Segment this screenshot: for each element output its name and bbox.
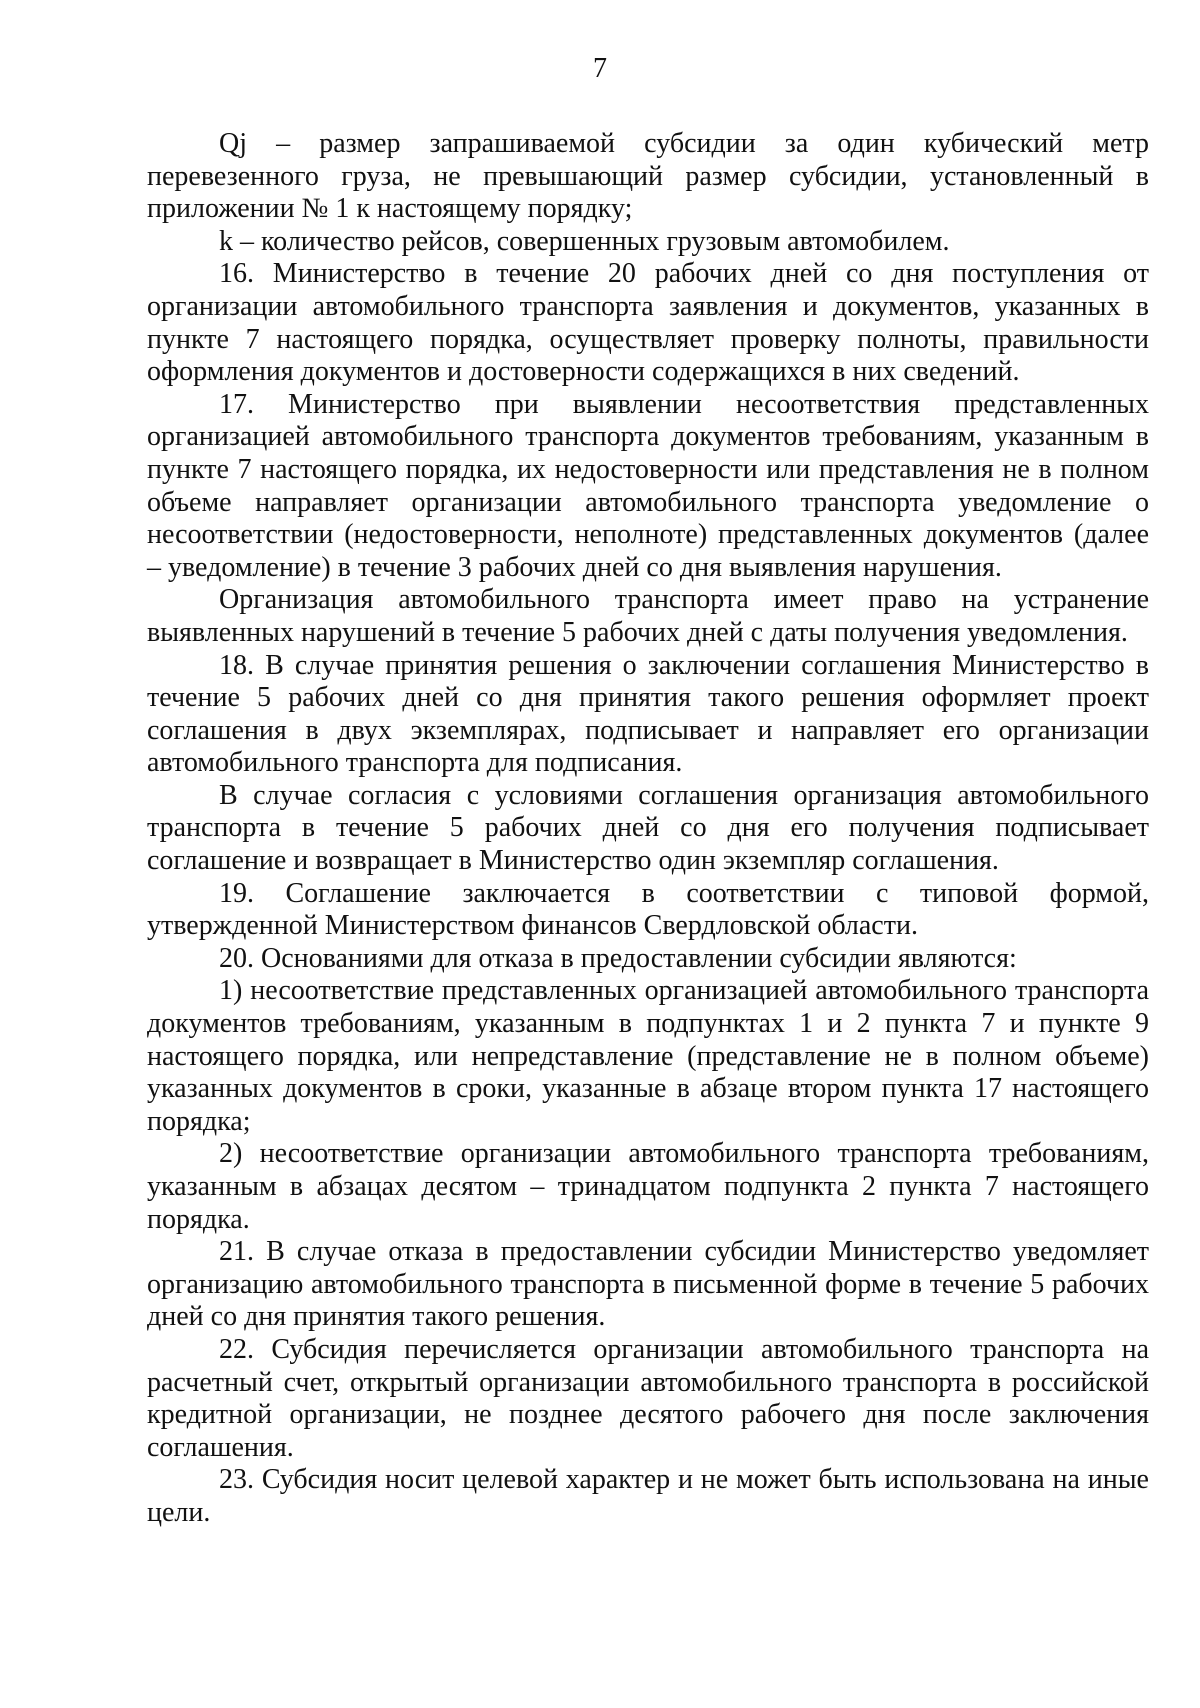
paragraph-clause-20-item-1: 1) несоответствие представленных организацией автомобильного транспорта документов требованиям, указанным в подпунктах 1 и 2 пункта 7 и пункте 9 настоящего порядка, или непредставление (представление не в полном объеме) указанных документов в сроки, указанные в абзаце втором пункта 17 настоящего порядка; [147,975,1149,1137]
document-body [147,128,1149,1530]
paragraph-clause-21: 21. В случае отказа в предоставлении субсидии Министерство уведомляет организацию автомобильного транспорта в письменной форме в течение 5 рабочих дней со дня принятия такого решения. [147,1236,1149,1333]
paragraph-clause-18: 18. В случае принятия решения о заключении соглашения Министерство в течение 5 рабочих дней со дня принятия такого решения оформляет проект соглашения в двух экземплярах, подписывает и направляет его организации автомобильного транспорта для подписания. [147,649,1149,779]
paragraph-clause-22: 22. Субсидия перечисляется организации автомобильного транспорта на расчетный счет, открытый организации автомобильного транспорта в российской кредитной организации, не позднее десятого рабочего дня после заключения соглашения. [147,1333,1149,1463]
paragraph-qj-definition: Qj – размер запрашиваемой субсидии за один кубический метр перевезенного груза, не превышающий размер субсидии, установленный в приложении № 1 к настоящему порядку; [147,128,1149,225]
paragraph-clause-18-consent: В случае согласия с условиями соглашения организация автомобильного транспорта в течение 5 рабочих дней со дня его получения подписывает соглашение и возвращает в Министерство один экземпляр соглашения. [147,779,1149,877]
paragraph-clause-17: 17. Министерство при выявлении несоответствия представленных организацией автомобильного транспорта документов требованиям, указанным в пункте 7 настоящего порядка, их недостоверности или представления не в полном объеме направляет организации автомобильного транспорта уведомление о несоответствии (недостоверности, неполноте) представленных документов (далее – уведомление) в течение 3 рабочих дней со дня выявления нарушения. [147,388,1149,583]
paragraph-clause-20-item-2: 2) несоответствие организации автомобильного транспорта требованиям, указанным в абзацах десятом – тринадцатом подпункта 2 пункта 7 настоящего порядка. [147,1138,1149,1235]
paragraph-clause-16: 16. Министерство в течение 20 рабочих дней со дня поступления от организации автомобильного транспорта заявления и документов, указанных в пункте 7 настоящего порядка, осуществляет проверку полноты, правильности оформления документов и достоверности содержащихся в них сведений. [147,258,1149,388]
paragraph-clause-23: 23. Субсидия носит целевой характер и не может быть использована на иные цели. [147,1464,1149,1528]
paragraph-k-definition: k – количество рейсов, совершенных грузовым автомобилем. [219,225,950,257]
paragraph-clause-19: 19. Соглашение заключается в соответствии с типовой формой, утвержденной Министерством финансов Свердловской области. [147,877,1149,942]
paragraph-clause-17-remedy: Организация автомобильного транспорта имеет право на устранение выявленных нарушений в течение 5 рабочих дней с даты получения уведомления. [147,584,1149,648]
paragraph-clause-20: 20. Основаниями для отказа в предоставлении субсидии являются: [219,942,1017,974]
page-number: 7 [593,53,607,84]
